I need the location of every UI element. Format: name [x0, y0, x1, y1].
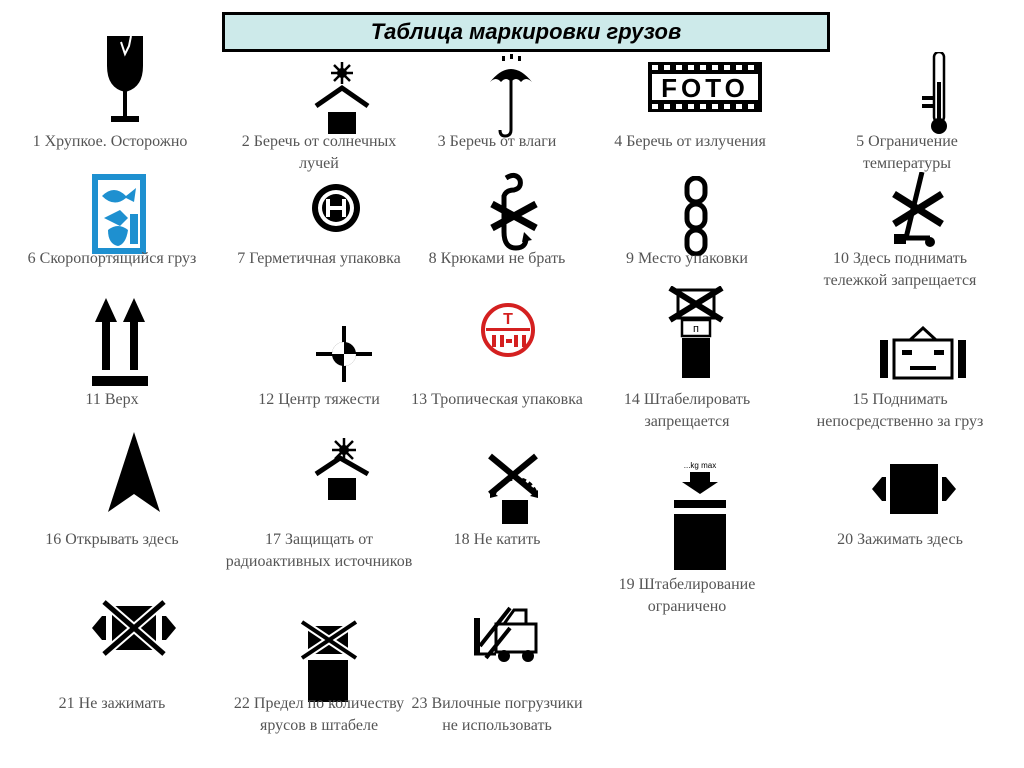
foto-film-icon — [648, 62, 762, 112]
caption-17: 17 Защищать от радиоактивных источников — [225, 531, 413, 570]
caption-8: 8 Крюками не брать — [428, 250, 566, 267]
chain-icon — [681, 176, 711, 256]
this-way-up-icon — [92, 298, 148, 386]
caption-10: 10 Здесь поднимать тележкой запрещается — [823, 250, 977, 289]
hermetic-circle-icon — [310, 182, 362, 234]
stack-limit-icon — [672, 460, 728, 572]
tropic-t-text: Т — [503, 311, 513, 328]
caption-19: 19 Штабелирование ограничено — [618, 576, 756, 615]
no-clamp-icon — [92, 600, 176, 656]
page-title: Таблица маркировки грузов — [370, 19, 682, 44]
no-handtruck-icon — [890, 172, 946, 250]
caption-22: 22 Предел по количеству ярусов в штабеле — [233, 695, 405, 734]
caption-1: 1 Хрупкое. Осторожно — [32, 133, 188, 150]
no-stacking-icon — [668, 286, 724, 378]
open-arrow-icon — [106, 432, 162, 514]
foto-text: FOTO — [661, 73, 749, 103]
caption-5: 5 Ограничение температуры — [856, 133, 958, 172]
caption-14: 14 Штабелировать запрещается — [623, 391, 751, 430]
no-hooks-icon — [486, 172, 542, 256]
caption-2: 2 Беречь от солнечных лучей — [241, 133, 397, 172]
caption-7: 7 Герметичная упаковка — [237, 250, 401, 267]
kg-max-text: ...kg max — [683, 461, 717, 470]
sun-protect-icon — [312, 62, 372, 136]
thermometer-icon — [920, 52, 954, 136]
caption-3: 3 Беречь от влаги — [437, 133, 557, 150]
title-box — [222, 12, 830, 52]
caption-12: 12 Центр тяжести — [258, 391, 380, 408]
radioactive-protect-icon — [312, 438, 372, 502]
caption-23: 23 Вилочные погрузчики не использовать — [411, 695, 583, 734]
perishable-fish-icon — [92, 174, 146, 254]
caption-4: 4 Беречь от излучения — [614, 133, 766, 150]
fragile-glass-icon — [105, 36, 145, 124]
no-forklift-icon — [470, 606, 542, 664]
caption-20: 20 Зажимать здесь — [837, 531, 963, 548]
caption-21: 21 Не зажимать — [58, 695, 166, 712]
tier-limit-icon — [300, 620, 360, 702]
caption-15: 15 Поднимать непосредственно за груз — [816, 391, 984, 430]
caption-13: 13 Тропическая упаковка — [411, 391, 583, 408]
center-of-gravity-icon — [316, 326, 372, 382]
caption-9: 9 Место упаковки — [626, 250, 748, 267]
pi-text: п — [693, 323, 699, 335]
clamp-here-icon — [872, 464, 956, 514]
umbrella-icon — [488, 54, 534, 138]
lift-here-icon — [880, 326, 966, 380]
no-rolling-icon — [486, 452, 542, 524]
caption-11: 11 Верх — [85, 391, 139, 408]
caption-18: 18 Не катить — [453, 531, 541, 548]
tropical-icon — [480, 302, 536, 358]
caption-16: 16 Открывать здесь — [45, 531, 179, 548]
caption-6: 6 Скоропортящийся груз — [27, 250, 197, 267]
